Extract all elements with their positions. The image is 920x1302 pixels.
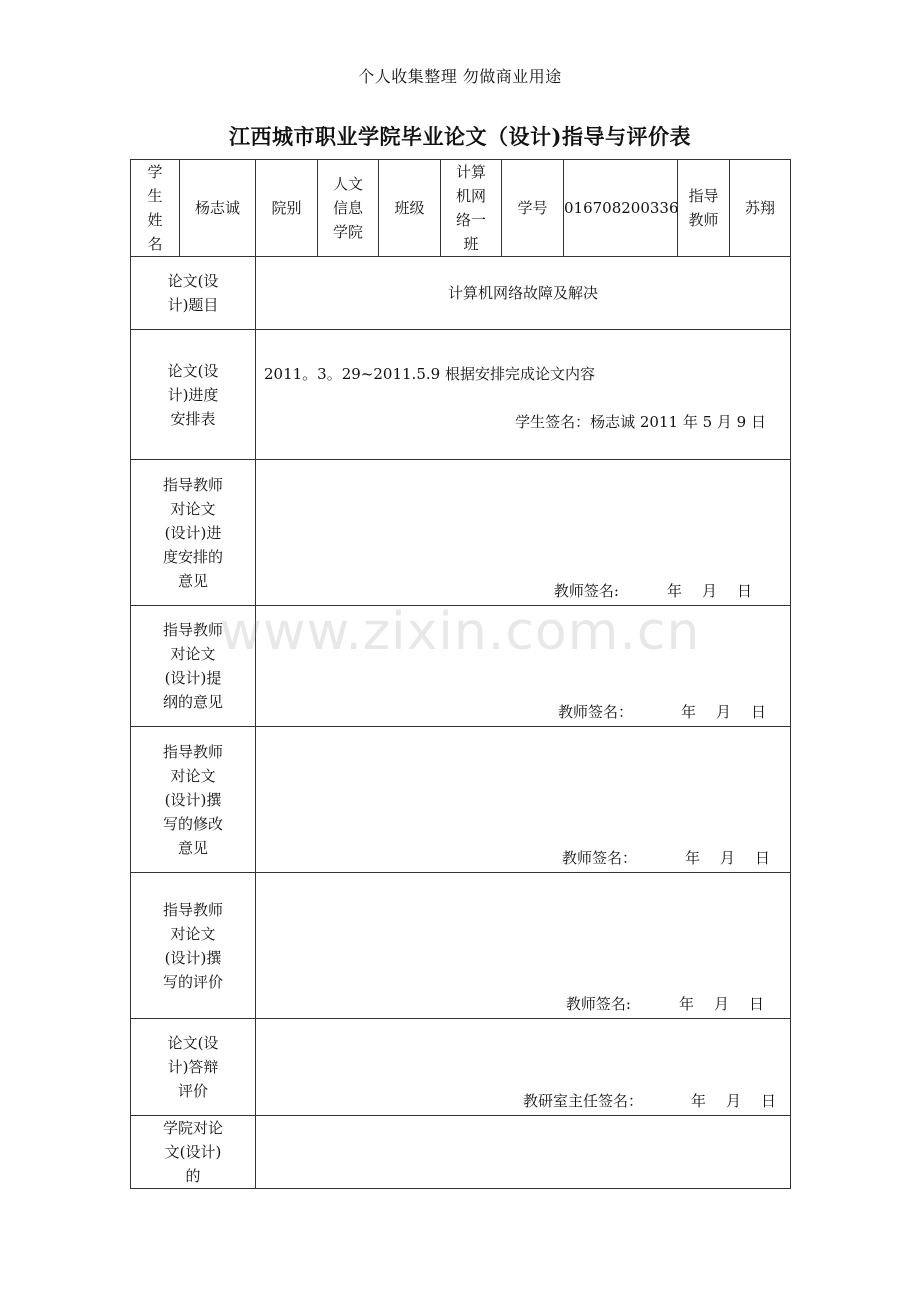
student-id-label: 学号 <box>502 160 564 257</box>
advisor-value: 苏翔 <box>730 160 791 257</box>
advisor-label: 指导教师 <box>678 160 730 257</box>
director-signature: 教研室主任签名： 年 月 日 <box>522 1092 776 1110</box>
student-name-value: 杨志诚 <box>180 160 256 257</box>
college-label: 院别 <box>256 160 318 257</box>
class-value: 计算机网络一班 <box>441 160 502 257</box>
watermark: www.zixin.com.cn <box>219 602 701 662</box>
student-id-value: 016708200336 <box>564 160 678 257</box>
evaluation-table <box>130 159 791 1189</box>
section-row <box>131 606 791 727</box>
topic-row <box>131 257 791 330</box>
teacher-signature: 教师签名: 年 月 日 <box>565 995 764 1013</box>
section-content <box>256 1116 791 1189</box>
student-signature: 学生签名：杨志诚 2011 年 5 月 9 日 <box>515 413 766 431</box>
section-label: 指导教师对论文(设计)提纲的意见 <box>131 606 256 727</box>
document-title: 江西城市职业学院毕业论文（设计)指导与评价表 <box>229 124 691 149</box>
topic-label: 论文(设计)题目 <box>131 257 256 330</box>
section-content <box>256 606 791 727</box>
section-row <box>131 873 791 1019</box>
college-value: 人文信息学院 <box>318 160 379 257</box>
progress-text: 2011。3。29~2011.5.9 根据安排完成论文内容 <box>264 365 595 383</box>
section-content <box>256 1019 791 1116</box>
teacher-signature: 教师签名: 年 月 日 <box>553 582 752 600</box>
section-label: 学院对论文(设计)的 <box>131 1116 256 1189</box>
section-row <box>131 1019 791 1116</box>
section-content <box>256 873 791 1019</box>
section-label: 指导教师对论文(设计)撰写的评价 <box>131 873 256 1019</box>
teacher-signature: 教师签名： 年 月 日 <box>561 849 770 867</box>
teacher-signature: 教师签名： 年 月 日 <box>557 703 766 721</box>
progress-label: 论文(设计)进度安排表 <box>131 330 256 460</box>
topic-value: 计算机网络故障及解决 <box>256 257 791 330</box>
class-label: 班级 <box>379 160 441 257</box>
section-row <box>131 460 791 606</box>
section-row <box>131 1116 791 1189</box>
section-content <box>256 727 791 873</box>
section-label: 指导教师对论文(设计)进度安排的意见 <box>131 460 256 606</box>
progress-row <box>131 330 791 460</box>
section-content <box>256 460 791 606</box>
section-label: 论文(设计)答辩评价 <box>131 1019 256 1116</box>
header-note: 个人收集整理 勿做商业用途 <box>358 67 562 86</box>
info-row <box>131 160 791 257</box>
student-name-label: 学生姓名 <box>131 160 180 257</box>
section-label: 指导教师对论文(设计)撰写的修改意见 <box>131 727 256 873</box>
section-row <box>131 727 791 873</box>
progress-content <box>256 330 791 460</box>
